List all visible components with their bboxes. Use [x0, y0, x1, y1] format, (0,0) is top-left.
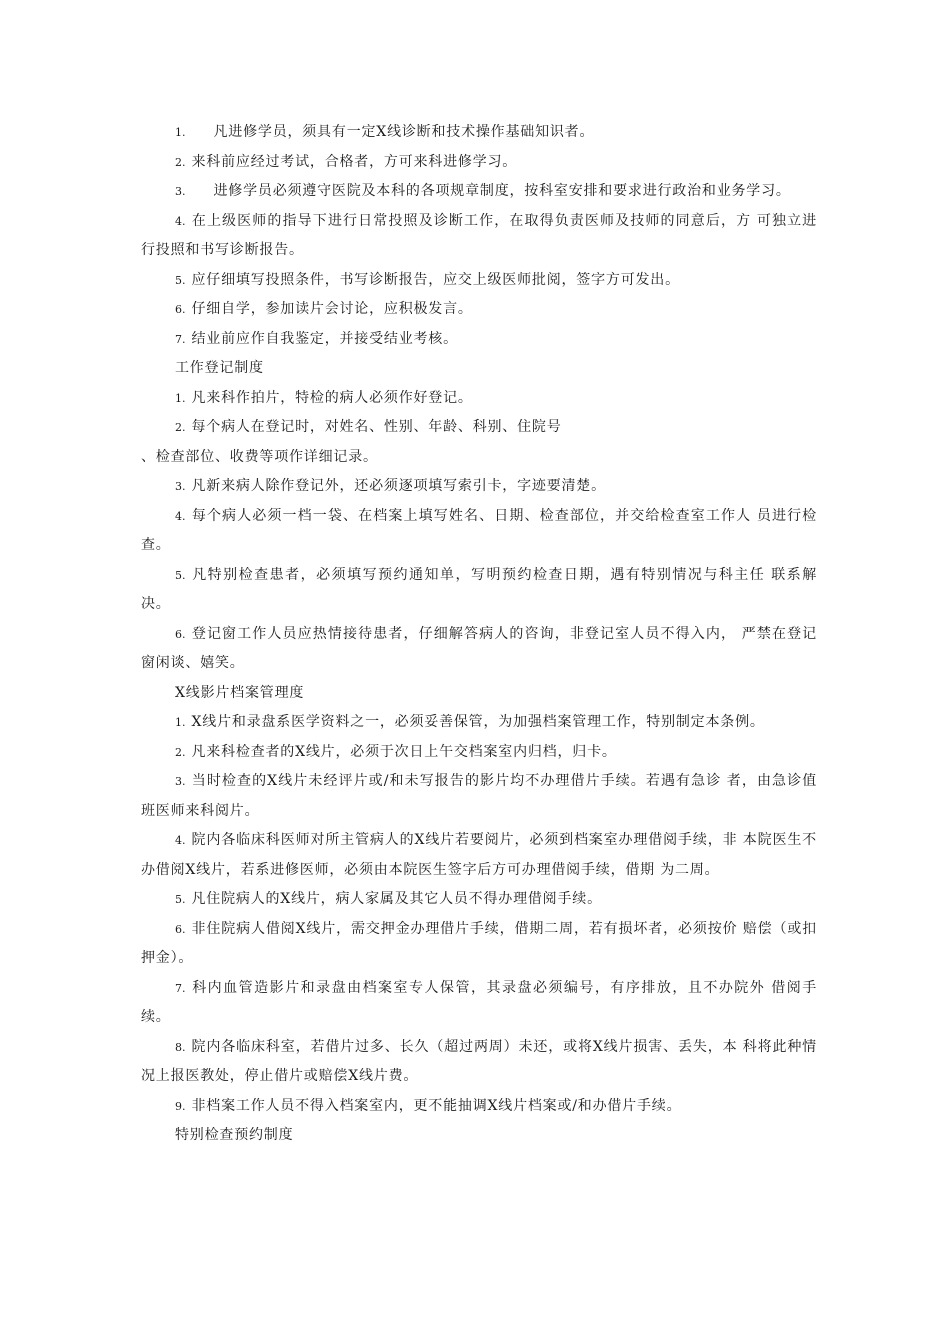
- section-heading: 特别检查预约制度: [175, 1127, 294, 1143]
- item-text: 凡住院病人的X线片，病人家属及其它人员不得办理借阅手续。: [191, 891, 602, 907]
- item-text: 凡来科作拍片，特检的病人必须作好登记。: [191, 389, 473, 406]
- list-item: [141, 295, 817, 325]
- list-item: [141, 413, 817, 443]
- list-item: [141, 384, 817, 414]
- list-item: [141, 826, 817, 885]
- item-number: 2.: [175, 421, 186, 434]
- document-body: [141, 118, 817, 1151]
- list-item: [141, 325, 817, 355]
- list-item: [141, 502, 817, 561]
- item-number: 2.: [175, 155, 186, 169]
- item-number: 6.: [175, 922, 186, 936]
- item-text: 进修学员必须遵守医院及本科的各项规章制度，按科室安排和要求进行政治和业务学习。: [213, 183, 791, 199]
- list-item: [141, 561, 817, 620]
- item-number: 6.: [175, 303, 186, 316]
- item-number: 1.: [175, 126, 186, 139]
- item-number: 4.: [175, 509, 186, 523]
- item-number: 4.: [175, 214, 186, 228]
- item-number: 3.: [175, 480, 186, 493]
- item-text: 当时检查的X线片未经评片或/和未写报告的影片均不办理借片手续。若遇有急诊 者，由急诊值班医师来科阅片。: [141, 773, 817, 819]
- item-number: 6.: [175, 627, 186, 641]
- item-number: 5.: [175, 273, 186, 287]
- list-item: [141, 738, 817, 768]
- item-text: 结业前应作自我鉴定，并接受结业考核。: [191, 330, 458, 347]
- item-text: 来科前应经过考试，合格者，方可来科进修学习。: [191, 153, 518, 170]
- item-text: 仔细自学，参加读片会讨论，应积极发言。: [191, 301, 473, 317]
- item-text: 在上级医师的指导下进行日常投照及诊断工作，在取得负责医师及技师的同意后，方 可独立进行投照和书写诊断报告。: [141, 212, 817, 258]
- list-item: [141, 708, 817, 738]
- list-item: [141, 620, 817, 679]
- item-number: 1.: [175, 391, 186, 405]
- item-text: 登记窗工作人员应热情接待患者，仔细解答病人的咨询，非登记室人员不得入内， 严禁在登记窗闲谈、嬉笑。: [141, 625, 817, 671]
- item-number: 2.: [175, 745, 186, 759]
- list-item: [141, 915, 817, 974]
- list-item: [141, 885, 817, 915]
- list-item: [141, 974, 817, 1033]
- item-text: 凡来科检查者的X线片，必须于次日上午交档案室内归档，归卡。: [191, 743, 617, 760]
- item-text: 科内血管造影片和录盘由档案室专人保管，其录盘必须编号，有序排放，且不办院外 借阅手续。: [141, 979, 817, 1025]
- item-number: 4.: [175, 834, 186, 847]
- list-item: [141, 148, 817, 178]
- item-text: 凡特别检查患者，必须填写预约通知单，写明预约检查日期，遇有特别情况与科主任 联系解决。: [141, 566, 817, 612]
- item-text: X线片和录盘系医学资料之一，必须妥善保管，为加强档案管理工作，特别制定本条例。: [191, 714, 765, 730]
- list-item: [141, 177, 817, 207]
- item-number: 7.: [175, 981, 186, 995]
- item-text: 凡进修学员，须具有一定X线诊断和技术操作基础知识者。: [213, 124, 595, 140]
- item-text: 每个病人必须一档一袋、在档案上填写姓名、日期、检查部位，并交给检查室工作人 员进行检查。: [141, 507, 817, 553]
- item-number: 7.: [175, 332, 186, 346]
- item-text: 凡新来病人除作登记外，还必须逐项填写索引卡，字迹要清楚。: [191, 478, 606, 494]
- list-item: [141, 1033, 817, 1092]
- item-number: 3.: [175, 185, 186, 198]
- item-number: 5.: [175, 893, 186, 906]
- list-item: [141, 767, 817, 826]
- list-item: [141, 472, 817, 502]
- item-number: 9.: [175, 1099, 186, 1113]
- item-text: 非住院病人借阅X线片，需交押金办理借片手续，借期二周，若有损坏者，必须按价 赔偿（或扣押金）。: [141, 920, 817, 966]
- section-heading: 工作登记制度: [175, 360, 264, 376]
- item-text: 应仔细填写投照条件，书写诊断报告，应交上级医师批阅，签字方可发出。: [191, 271, 680, 288]
- item-number: 3.: [175, 775, 186, 788]
- item-text: 每个病人在登记时，对姓名、性别、年龄、科别、住院号: [191, 419, 562, 435]
- item-number: 5.: [175, 568, 186, 582]
- list-item: [141, 266, 817, 296]
- item-text: 院内各临床科室，若借片过多、长久（超过两周）未还，或将X线片损害、丢失，本 科将此种情况上报医教处，停止借片或赔偿X线片费。: [141, 1038, 817, 1084]
- list-item: [141, 207, 817, 266]
- item-number: 8.: [175, 1040, 186, 1054]
- item-number: 1.: [175, 716, 186, 729]
- list-item-continuation: 、检查部位、收费等项作详细记录。: [141, 448, 378, 465]
- list-item: [141, 1092, 817, 1122]
- item-text: 非档案工作人员不得入档案室内，更不能抽调X线片档案或/和办借片手续。: [191, 1097, 682, 1114]
- list-item: [141, 118, 817, 148]
- section-heading: X线影片档案管理度: [175, 684, 305, 701]
- item-text: 院内各临床科医师对所主管病人的X线片若要阅片，必须到档案室办理借阅手续，非 本院医生不办借阅X线片，若系进修医师，必须由本院医生签字后方可办理借阅手续，借期 为二周。: [141, 832, 817, 878]
